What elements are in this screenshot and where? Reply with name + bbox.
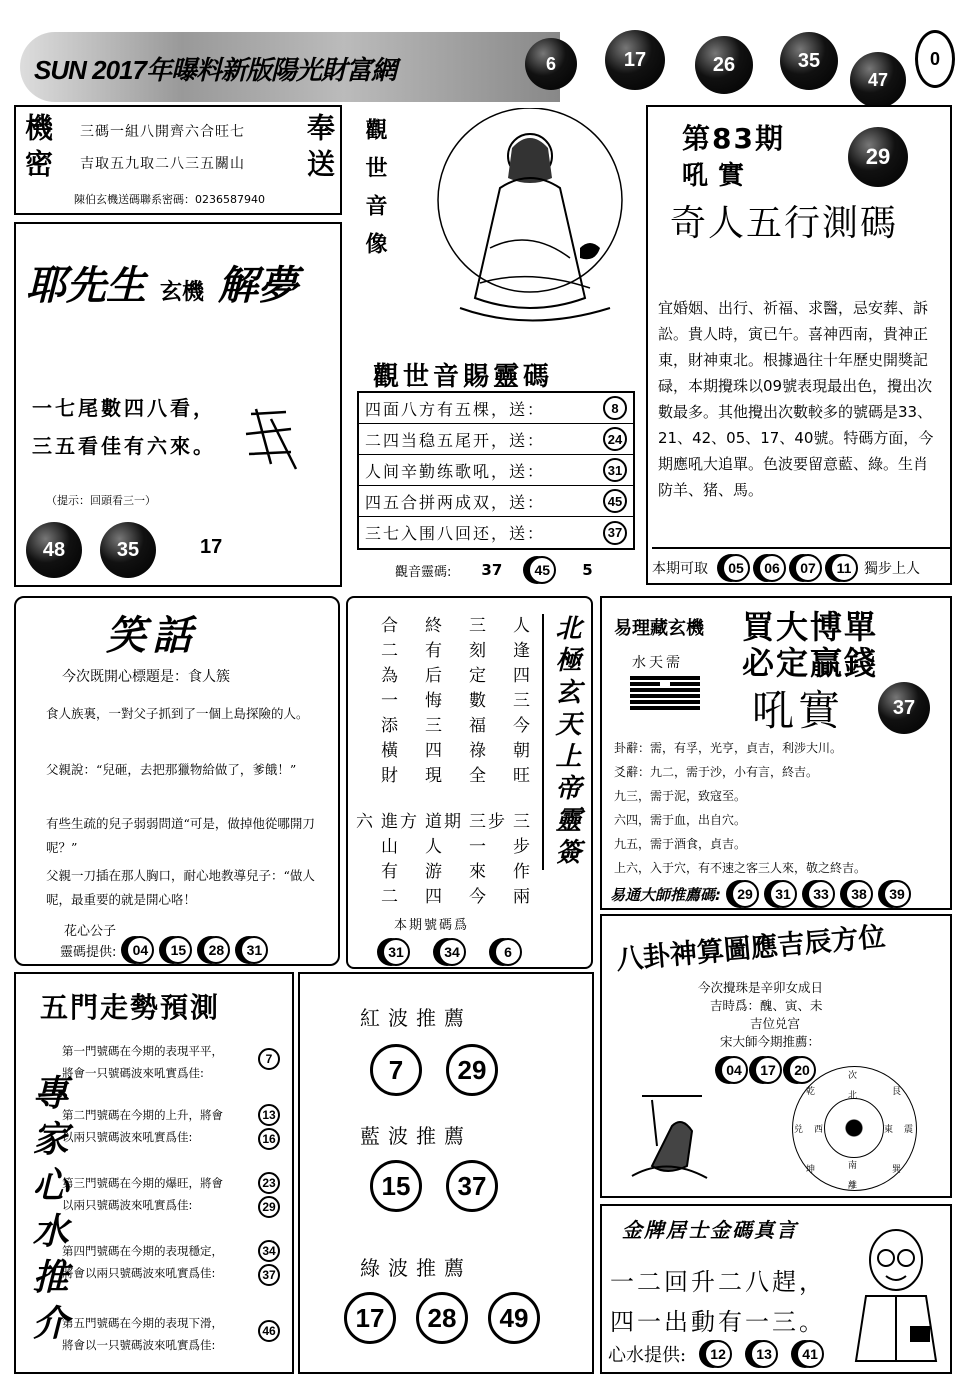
wumen-ball: 46 [258,1320,280,1342]
beiji-col: 人逢四三今朝旺 [509,616,529,791]
jinma-title: 金牌居士金碼真言 [622,1218,798,1242]
gys-footer-ball: 45 [528,556,556,584]
wumen-ball: 16 [258,1128,280,1150]
wumen-rows [62,1040,292,1376]
bo-blue-title: 藍波推薦 [360,1124,472,1148]
joke-ball: 28 [202,936,230,964]
wumen-ball: 13 [258,1104,280,1126]
gys-row-text: 四五合拼两成双，送： [365,492,546,512]
compass-label: 南 [848,1161,858,1171]
beiji-col: 進山有二六 [352,812,397,912]
gys-footer [395,556,593,584]
compass-label: 次 [848,1071,858,1081]
compass-label: 艮 [892,1087,902,1097]
yili-t1: 易理藏玄機 [614,618,704,639]
wumen-row-a: 第三門號碼在今期的爆旺，將會 [62,1176,223,1190]
gys-footer-label: 觀音靈碼: [395,564,452,580]
yili-line: 卦辭：需，有孚，光亨，貞吉，利涉大川。 [614,741,843,755]
wumen-row [62,1104,292,1172]
wuxing-ball: 29 [848,127,908,187]
wumen-ball: 37 [258,1264,280,1286]
wumen-ball: 23 [258,1172,280,1194]
ye-title-c: 解夢 [217,262,298,309]
wumen-ball: 7 [258,1048,280,1070]
gys-row-ball: 24 [603,427,627,451]
guanyin-figure-image [420,108,640,333]
wumen-row-b: 將會以一只號碼波來吼實爲佳: [62,1338,216,1352]
bo-box [298,972,594,1374]
ye-doodle-image [241,404,301,474]
wuxing-take [652,547,952,583]
compass-label: 坤 [806,1165,816,1175]
bagua-figure-image [622,1086,712,1186]
wuxing-take-label: 本期可取 [652,561,708,577]
jinma-l2: 四一出動有一三。 [610,1308,826,1336]
gys-row [359,393,633,424]
wuxing-title: 奇人五行測碼 [670,203,899,244]
yili-rec-ball: 33 [807,880,835,908]
wuxing-box [646,105,952,585]
header-ball: 17 [605,30,665,90]
compass-label: 震 [904,1125,914,1135]
machine-box [14,105,342,215]
header-banner [20,32,560,102]
beiji-balls [382,938,522,966]
compass-label: 西 [814,1125,824,1135]
take-ball: 07 [794,554,822,582]
yili-t2: 買大博單 [742,608,879,646]
jinma-ball: 12 [704,1340,732,1368]
jinma-ball: 13 [750,1340,778,1368]
joke-title: 笑話 [106,612,198,659]
bo-blue-ball: 37 [446,1160,498,1212]
bo-blue-ball: 15 [370,1160,422,1212]
header-ball: 26 [695,36,753,94]
compass-label: 離 [848,1181,858,1191]
gys-row-ball: 8 [603,396,627,420]
compass-label: 乾 [806,1087,816,1097]
wuxing-issue: 第83期 [682,122,785,155]
bagua-l1: 今次攪珠是辛卯女成日 [698,980,824,995]
joke-p4: 父親一刀插在那人胸口，耐心地教導兒子：“做人呢，最重要的就是開心咯！ [46,868,315,907]
wumen-ball: 29 [258,1196,280,1218]
wumen-row-b: 以兩只號碼波來吼實爲佳: [62,1198,193,1212]
gys-row [359,424,633,455]
wuxing-suffix: 獨步上人 [864,561,920,577]
bagua-compass [792,1066,917,1191]
compass-label: 兑 [794,1125,804,1135]
compass-label: 北 [848,1091,858,1101]
yili-hexagram-image [630,676,700,710]
header-title: SUN 2017年曝料新版陽光財富網 [34,55,396,85]
beiji-ball: 34 [438,938,466,966]
bagua-l2: 吉時爲：醜、寅、未 [710,998,823,1013]
guanyin-title: 觀世音像 [362,118,388,270]
joke-ball: 04 [126,936,154,964]
bo-blue-balls [370,1160,498,1212]
joke-subtitle: 今次既開心標題是：食人簇 [62,669,230,685]
jinma-credit-row [608,1340,824,1368]
joke-credit-row [60,936,268,964]
machine-contact: 陳伯玄機送碼聯系密碼：0236587940 [74,193,265,206]
header-ball: 47 [850,52,906,108]
gys-row-ball: 37 [603,521,627,545]
header-ball: 0 [915,30,955,88]
gys-row [359,486,633,517]
beiji-col: 三一來今期 [440,812,485,912]
ye-plain-number: 17 [200,536,223,558]
guanyin-image-area [350,108,640,338]
gys-box [355,346,637,586]
ye-ball: 48 [26,522,82,578]
gys-footer-number: 5 [582,561,593,579]
gys-footer-number: 37 [481,561,503,579]
yili-ball: 37 [878,682,930,734]
bo-green-balls [344,1292,540,1344]
joke-p3: 有些生疏的兒子弱弱問道“可是，做掉他從哪開刀呢？” [46,816,315,855]
gys-rows [357,391,635,550]
bagua-l4: 宋大師今期推薦： [720,1034,821,1049]
machine-left-label: 機密 [21,113,54,185]
wumen-row-b: 以兩只號碼波來吼實爲佳: [62,1130,193,1144]
joke-credit1: 花心公子 [64,924,117,939]
beiji-col: 三刻定數福祿全 [465,616,485,791]
bo-green-title: 綠波推薦 [360,1256,472,1280]
beiji-col: 終有后悔三四現 [421,616,441,791]
beiji-ball: 31 [382,938,410,966]
bo-green-ball: 17 [344,1292,396,1344]
wumen-row-a: 第二門號碼在今期的上升，將會 [62,1108,223,1122]
bagua-title: 八卦神算圖應吉辰方位 [614,921,887,976]
take-ball: 06 [758,554,786,582]
beiji-columns [352,616,532,916]
ye-poem1: 一七尾數四八看， [32,396,216,420]
yili-t3: 必定贏錢 [742,644,879,682]
wumen-row-a: 第一門號碼在今期的表現平平， [62,1044,223,1058]
ye-hint: （提示：回頭看三一） [46,494,156,507]
beiji-col: 合二為一添橫財 [377,616,397,791]
wumen-row [62,1040,292,1104]
machine-right-label: 奉送 [303,113,336,185]
jinma-box [600,1204,952,1374]
wuxing-sub: 吼實 [682,161,755,191]
bagua-l3: 吉位兑宫 [750,1016,801,1031]
yili-rec [610,880,911,908]
bo-red-ball: 29 [446,1044,498,1096]
compass-label: 巽 [892,1165,902,1175]
header-ball: 35 [780,32,838,90]
yili-gua: 水天需 [632,655,683,671]
gys-row-text: 人间辛勤练歌吼，送： [365,461,546,481]
ye-title-b: 玄機 [159,279,204,305]
header-ball: 6 [525,38,577,90]
beiji-code-label: 本期號碼爲 [394,918,470,933]
take-ball: 11 [830,554,858,582]
wumen-row [62,1240,292,1312]
yili-line: 九三，需于泥，致寇至。 [614,789,747,803]
ye-ball: 35 [100,522,156,578]
yili-rec-ball: 31 [769,880,797,908]
joke-box [14,596,340,966]
wumen-ball: 34 [258,1240,280,1262]
bo-red-ball: 7 [370,1044,422,1096]
bagua-ball: 04 [720,1056,748,1084]
jinma-l1: 一二回升二八趕， [610,1268,826,1296]
ye-box [14,222,342,587]
bo-red-title: 紅波推薦 [360,1006,472,1030]
gys-row-text: 二四当稳五尾开，送： [365,430,546,450]
wumen-row [62,1172,292,1240]
bo-red-balls [370,1044,498,1096]
bagua-compass-inner [824,1098,884,1158]
joke-ball: 15 [164,936,192,964]
wumen-row-a: 第五門號碼在今期的表現下滑， [62,1316,223,1330]
wumen-title: 五門走勢預測 [40,991,221,1024]
jinma-doctor-image [846,1226,946,1366]
gys-row-text: 三七入围八回还，送： [365,524,546,543]
yili-line: 九五，需于酒食，貞吉。 [614,837,747,851]
yili-rec-ball: 29 [731,880,759,908]
header-balls [525,30,955,100]
compass-label: 東 [884,1125,894,1135]
joke-p1: 食人族裏，一對父子抓到了一個上島探險的人。 [46,706,309,721]
ye-poem2: 三五看佳有六來。 [32,434,216,458]
gys-row-ball: 31 [603,458,627,482]
gys-row [359,517,633,548]
joke-ball: 31 [240,936,268,964]
joke-credit2: 靈碼提供: [60,944,117,960]
jinma-ball: 41 [796,1340,824,1368]
yili-rec-ball: 39 [883,880,911,908]
beiji-ball: 6 [494,938,522,966]
wumen-row-a: 第四門號碼在今期的表現穩定， [62,1244,223,1258]
beiji-title: 北極玄天上帝靈簽 [542,614,585,870]
bo-green-ball: 49 [488,1292,540,1344]
gys-title: 觀世音賜靈碼 [373,362,554,392]
yili-line: 六四，需于血，出自穴。 [614,813,747,827]
wumen-row-b: 將會以兩只號碼波來吼實爲佳: [62,1266,216,1280]
joke-p2: 父親說：“兒砸，去把那獵物給做了，爹餓！” [46,762,297,777]
yili-line: 爻辭：九二，需于沙，小有言，終吉。 [614,765,819,779]
jinma-credit: 心水提供: [608,1345,687,1366]
yili-t4: 吼實 [752,686,845,735]
bagua-ball: 17 [754,1056,782,1084]
gys-row [359,455,633,486]
wumen-row [62,1312,292,1376]
yili-rec-ball: 38 [845,880,873,908]
take-ball: 05 [722,554,750,582]
machine-line1: 三碼一組八開齊六合旺七 [80,124,245,140]
gys-row-text: 四面八方有五棵，送： [365,399,546,419]
ye-title-a: 耶先生 [26,262,146,309]
beiji-col: 道人游四方 [396,812,441,912]
wumen-side: 專家心水推介 [27,1074,68,1350]
bagua-ball: 20 [788,1056,816,1084]
machine-line2: 吉取五九取二八三五關山 [80,156,245,172]
wumen-box [14,972,294,1374]
bagua-box [600,914,952,1198]
gys-row-ball: 45 [603,489,627,513]
wumen-row-b: 將會一只號碼波來吼實爲佳: [62,1066,204,1080]
yili-lines [614,736,944,880]
yili-rec-label: 易通大師推薦碼: [610,885,721,904]
beiji-box [346,596,593,969]
yili-line: 上六，入于穴，有不速之客三人來，敬之終吉。 [614,861,867,875]
ye-title [26,254,298,311]
yili-box [600,596,952,910]
wuxing-body: 宜婚姻、出行、祈福、求醫，忌安葬、訴訟。貴人時，寅已午。喜神西南，貴神正東，財神東北。根據過往十年歷史開獎記碌，本期攪珠以09號表現最出色，攪出次數最多。其他攪出次數較多的號碼是33、21、42、05、17、40號。特碼方面，今期應吼大追單。色波要留意藍、綠。生肖防羊、猪、馬。 [658,299,934,499]
beiji-col: 三步作兩步 [484,812,529,912]
bo-green-ball: 28 [416,1292,468,1344]
